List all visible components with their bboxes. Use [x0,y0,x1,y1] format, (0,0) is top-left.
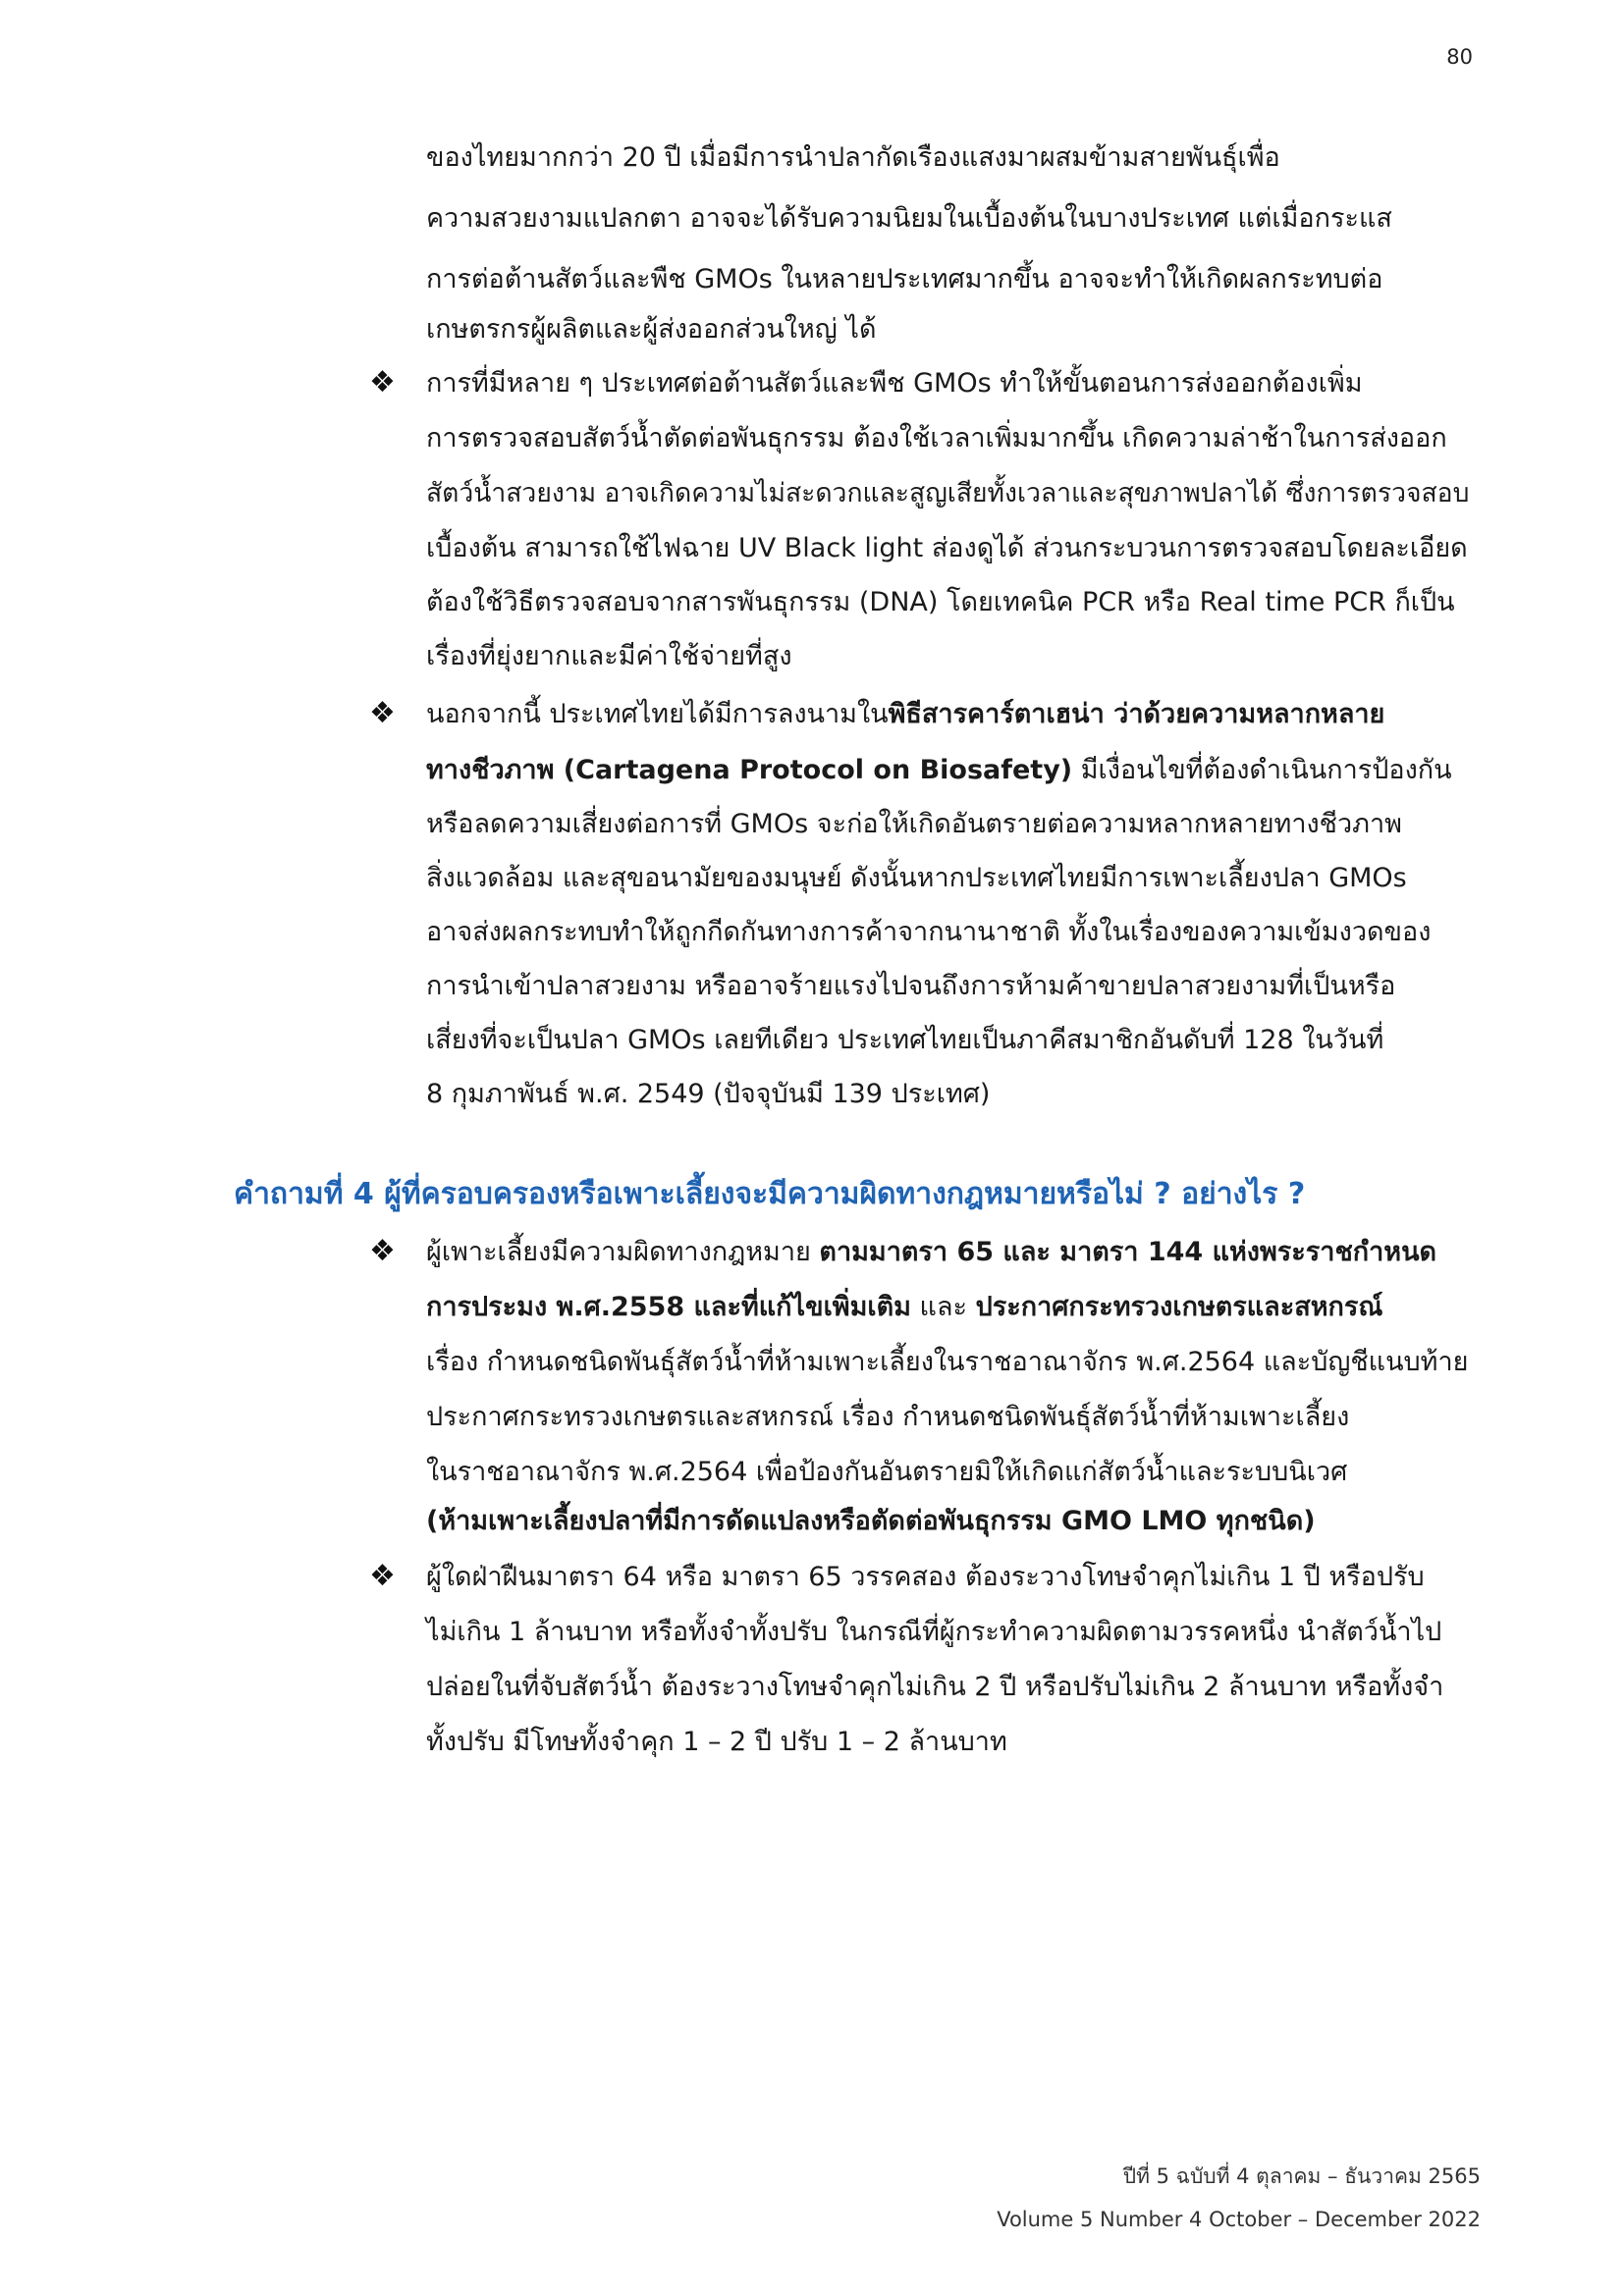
text-line: การตรวจสอบสัตว์น้ำตัดต่อพันธุกรรม ต้องใช้เวลาเพิ่มมากขึ้น เกิดความล่าช้าในการส่งออก [426,423,1447,454]
text-line: การนำเข้าปลาสวยงาม หรืออาจร้ายแรงไปจนถึงการห้ามค้าขายปลาสวยงามที่เป็นหรือ [426,971,1396,1001]
text-line [426,751,1452,790]
text-line: ประกาศกระทรวงเกษตรและสหกรณ์ เรื่อง กำหนดชนิดพันธุ์สัตว์น้ำที่ห้ามเพาะเลี้ยง [426,1402,1350,1432]
text-line: ต้องใช้วิธีตรวจสอบจากสารพันธุกรรม (DNA) โดยเทคนิค PCR หรือ Real time PCR ก็เป็น [426,587,1455,617]
text-line: เกษตรกรผู้ผลิตและผู้ส่งออกส่วนใหญ่ ได้ [426,314,877,345]
bullet-diamond-icon: ❖ [369,696,396,730]
text-line: สิ่งแวดล้อม และสุขอนามัยของมนุษย์ ดังนั้นหากประเทศไทยมีการเพาะเลี้ยงปลา GMOs [426,863,1407,893]
bold-text-run: ประกาศกระทรวงเกษตรและสหกรณ์ [975,1292,1383,1322]
footer-english: Volume 5 Number 4 October – December 2022 [997,2208,1481,2231]
text-line: เบื้องต้น สามารถใช้ไฟฉาย UV Black light ส่องดูได้ ส่วนกระบวนการตรวจสอบโดยละเอียด [426,533,1468,563]
text-line: 8 กุมภาพันธ์ พ.ศ. 2549 (ปัจจุบันมี 139 ประเทศ) [426,1079,991,1109]
text-line: อาจส่งผลกระทบทำให้ถูกกีดกันทางการค้าจากนานาชาติ ทั้งในเรื่องของความเข้มงวดของ [426,917,1432,947]
text-run: ผู้เพาะเลี้ยงมีความผิดทางกฎหมาย [426,1237,820,1267]
bold-text-run: ทางชีวภาพ (Cartagena Protocol on Biosafety) [426,755,1073,785]
bullet-diamond-icon: ❖ [369,1559,396,1593]
text-line: การต่อต้านสัตว์และพืช GMOs ในหลายประเทศมากขึ้น อาจจะทำให้เกิดผลกระทบต่อ [426,264,1383,294]
text-line [426,1233,1436,1272]
text-line [426,1288,1382,1327]
text-line: สัตว์น้ำสวยงาม อาจเกิดความไม่สะดวกและสูญเสียทั้งเวลาและสุขภาพปลาได้ ซึ่งการตรวจสอบ [426,478,1470,508]
text-line: ปล่อยในที่จับสัตว์น้ำ ต้องระวางโทษจำคุกไม่เกิน 2 ปี หรือปรับไม่เกิน 2 ล้านบาท หรือทั้งจำ [426,1672,1444,1702]
bold-text-run: ตามมาตรา 65 และ มาตรา 144 แห่งพระราชกำหนด [819,1237,1437,1267]
text-line: ผู้ใดฝ่าฝืนมาตรา 64 หรือ มาตรา 65 วรรคสอง ต้องระวางโทษจำคุกไม่เกิน 1 ปี หรือปรับ [426,1562,1425,1592]
text-line: ในราชอาณาจักร พ.ศ.2564 เพื่อป้องกันอันตรายมิให้เกิดแก่สัตว์น้ำและระบบนิเวศ [426,1457,1348,1487]
text-run: และ [910,1292,976,1322]
text-line: หรือลดความเสี่ยงต่อการที่ GMOs จะก่อให้เกิดอันตรายต่อความหลากหลายทางชีวภาพ [426,809,1402,839]
text-line [426,695,1384,734]
question-heading: คำถามที่ 4 ผู้ที่ครอบครองหรือเพาะเลี้ยงจะมีความผิดทางกฎหมายหรือไม่ ? อย่างไร ? [234,1177,1306,1211]
text-line: ไม่เกิน 1 ล้านบาท หรือทั้งจำทั้งปรับ ในกรณีที่ผู้กระทำความผิดตามวรรคหนึ่ง นำสัตว์น้ำไป [426,1617,1442,1647]
text-line: การที่มีหลาย ๆ ประเทศต่อต้านสัตว์และพืช GMOs ทำให้ขั้นตอนการส่งออกต้องเพิ่ม [426,368,1363,399]
bold-text-run: การประมง พ.ศ.2558 และที่แก้ไขเพิ่มเติม [426,1292,911,1322]
page-number: 80 [1446,45,1473,69]
text-line: ทั้งปรับ มีโทษทั้งจำคุก 1 – 2 ปี ปรับ 1 – 2 ล้านบาท [426,1727,1007,1757]
text-line: เสี่ยงที่จะเป็นปลา GMOs เลยทีเดียว ประเทศไทยเป็นภาคีสมาชิกอันดับที่ 128 ในวันที่ [426,1025,1384,1055]
text-line: เรื่องที่ยุ่งยากและมีค่าใช้จ่ายที่สูง [426,641,792,671]
text-run: มีเงื่อนไขที่ต้องดำเนินการป้องกัน [1072,755,1452,785]
text-line: ของไทยมากกว่า 20 ปี เมื่อมีการนำปลากัดเรืองแสงมาผสมข้ามสายพันธุ์เพื่อ [426,142,1280,173]
text-run: นอกจากนี้ ประเทศไทยได้มีการลงนามใน [426,699,889,729]
bullet-diamond-icon: ❖ [369,365,396,400]
footer-thai: ปีที่ 5 ฉบับที่ 4 ตุลาคม – ธันวาคม 2565 [1122,2164,1481,2188]
text-line: เรื่อง กำหนดชนิดพันธุ์สัตว์น้ำที่ห้ามเพาะเลี้ยงในราชอาณาจักร พ.ศ.2564 และบัญชีแนบท้าย [426,1347,1469,1377]
bold-text-line: (ห้ามเพาะเลี้ยงปลาที่มีการดัดแปลงหรือตัดต่อพันธุกรรม GMO LMO ทุกชนิด) [426,1506,1316,1536]
text-line: ความสวยงามแปลกตา อาจจะได้รับความนิยมในเบื้องต้นในบางประเทศ แต่เมื่อกระแส [426,203,1392,234]
bold-text-run: พิธีสารคาร์ตาเฮน่า ว่าด้วยความหลากหลาย [888,699,1385,729]
bullet-diamond-icon: ❖ [369,1234,396,1268]
